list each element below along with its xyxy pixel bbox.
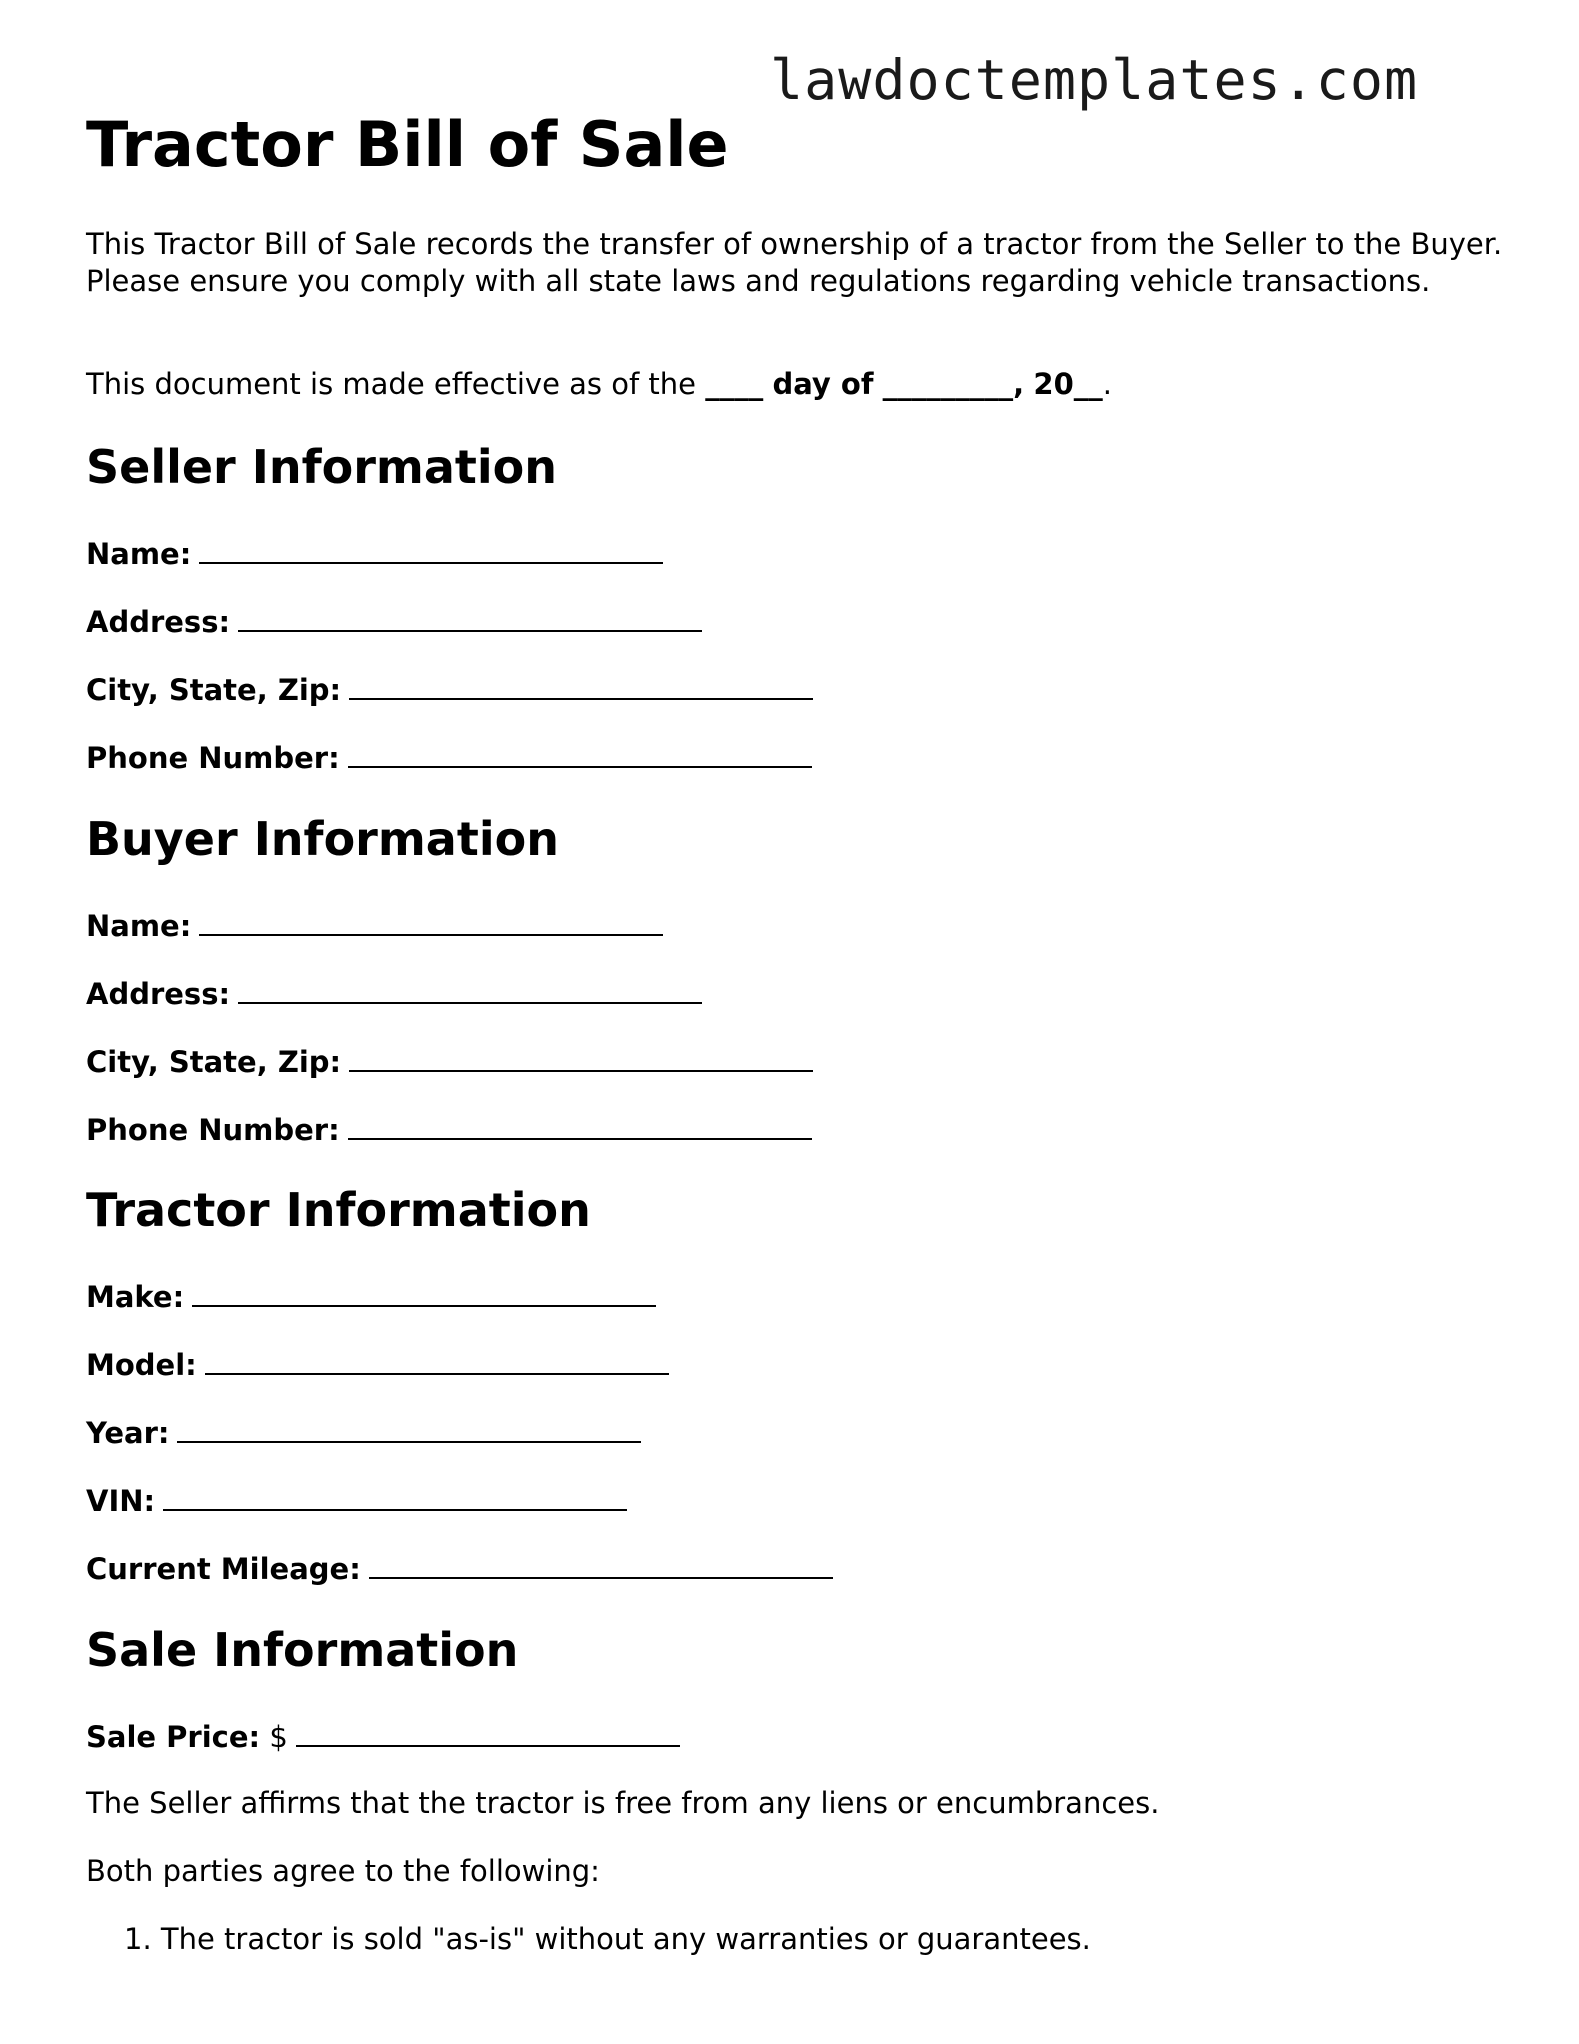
term-number: 1. bbox=[124, 1922, 152, 1956]
document-title: Tractor Bill of Sale bbox=[86, 108, 729, 181]
watermark: lawdoctemplates.com bbox=[770, 48, 1419, 112]
effective-prefix: This document is made effective as of the bbox=[86, 367, 697, 401]
tractor-year-blank[interactable] bbox=[177, 1413, 641, 1443]
sale-price-blank[interactable] bbox=[296, 1717, 680, 1747]
seller-phone-field bbox=[86, 738, 812, 777]
seller-heading: Seller Information bbox=[86, 440, 558, 494]
effective-month-blank[interactable]: _________, bbox=[882, 367, 1025, 401]
effective-date-line bbox=[86, 366, 1112, 403]
seller-phone-blank[interactable] bbox=[348, 738, 812, 768]
buyer-city-field bbox=[86, 1042, 813, 1081]
seller-name-blank[interactable] bbox=[199, 534, 663, 564]
tractor-mileage-blank[interactable] bbox=[369, 1549, 833, 1579]
buyer-address-field bbox=[86, 974, 702, 1013]
buyer-phone-label: Phone Number: bbox=[86, 1113, 340, 1147]
currency-symbol: $ bbox=[269, 1720, 288, 1754]
effective-day-blank[interactable]: ____ bbox=[705, 367, 764, 401]
buyer-city-label: City, State, Zip: bbox=[86, 1045, 342, 1079]
lien-affirmation: The Seller affirms that the tractor is free from any liens or encumbrances. bbox=[86, 1786, 1160, 1820]
term-item-1 bbox=[124, 1921, 1091, 1958]
effective-day-of: day of bbox=[772, 367, 874, 401]
tractor-year-field bbox=[86, 1413, 641, 1452]
seller-city-label: City, State, Zip: bbox=[86, 673, 342, 707]
tractor-mileage-field bbox=[86, 1549, 833, 1588]
sale-heading: Sale Information bbox=[86, 1623, 519, 1677]
tractor-model-field bbox=[86, 1345, 669, 1384]
seller-name-label: Name: bbox=[86, 537, 192, 571]
seller-address-label: Address: bbox=[86, 605, 231, 639]
seller-name-field bbox=[86, 534, 663, 573]
buyer-heading: Buyer Information bbox=[86, 812, 559, 866]
sale-price-label: Sale Price: bbox=[86, 1720, 261, 1754]
tractor-make-blank[interactable] bbox=[192, 1277, 656, 1307]
tractor-vin-blank[interactable] bbox=[163, 1481, 627, 1511]
buyer-address-blank[interactable] bbox=[238, 974, 702, 1004]
buyer-city-blank[interactable] bbox=[349, 1042, 813, 1072]
buyer-phone-field bbox=[86, 1110, 812, 1149]
buyer-phone-blank[interactable] bbox=[348, 1110, 812, 1140]
tractor-model-blank[interactable] bbox=[205, 1345, 669, 1375]
tractor-model-label: Model: bbox=[86, 1348, 197, 1382]
seller-city-field bbox=[86, 670, 813, 709]
buyer-name-label: Name: bbox=[86, 909, 192, 943]
buyer-name-field bbox=[86, 906, 663, 945]
seller-phone-label: Phone Number: bbox=[86, 741, 340, 775]
effective-suffix: . bbox=[1102, 367, 1112, 401]
intro-paragraph: This Tractor Bill of Sale records the transfer of ownership of a tractor from the Seller to the Buyer. Please ensure you comply with all state laws and regulations regarding vehicle transactions. bbox=[86, 227, 1503, 298]
tractor-make-field bbox=[86, 1277, 656, 1316]
agreement-intro: Both parties agree to the following: bbox=[86, 1854, 600, 1888]
seller-city-blank[interactable] bbox=[349, 670, 813, 700]
tractor-year-label: Year: bbox=[86, 1416, 170, 1450]
buyer-address-label: Address: bbox=[86, 977, 231, 1011]
term-text: The tractor is sold "as-is" without any warranties or guarantees. bbox=[160, 1922, 1091, 1956]
sale-price-field bbox=[86, 1717, 680, 1756]
tractor-vin-label: VIN: bbox=[86, 1484, 156, 1518]
effective-year[interactable]: 20__ bbox=[1033, 367, 1103, 401]
seller-address-field bbox=[86, 602, 702, 641]
tractor-make-label: Make: bbox=[86, 1280, 185, 1314]
tractor-vin-field bbox=[86, 1481, 627, 1520]
seller-address-blank[interactable] bbox=[238, 602, 702, 632]
tractor-mileage-label: Current Mileage: bbox=[86, 1552, 361, 1586]
buyer-name-blank[interactable] bbox=[199, 906, 663, 936]
tractor-heading: Tractor Information bbox=[86, 1183, 591, 1237]
